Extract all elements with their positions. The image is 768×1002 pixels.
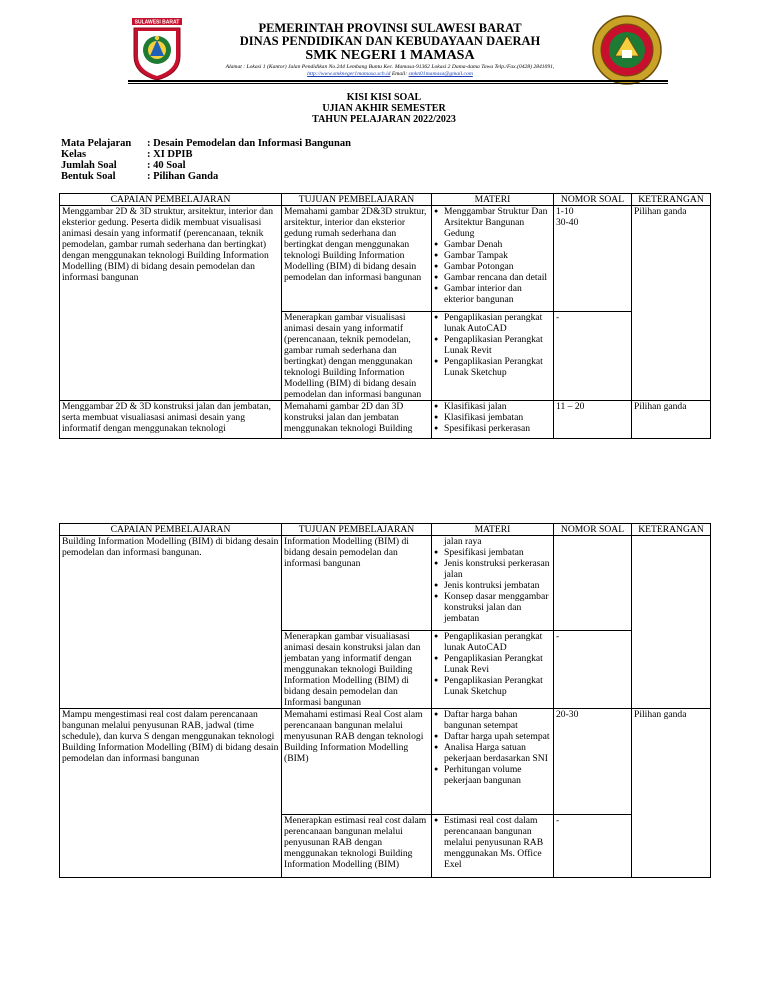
materi-cell [432, 709, 554, 815]
materi-item: ● Gambar interior dan ekterior bangunan [434, 283, 551, 305]
materi-item: ● Gambar Tampak [434, 250, 551, 261]
info-key: Bentuk Soal [61, 171, 116, 182]
info-value: : 40 Soal [147, 160, 186, 171]
letterhead-contact [190, 71, 590, 78]
letterhead-rule-thick [128, 80, 668, 82]
table-header-row [60, 194, 711, 206]
keterangan-cell: Pilihan ganda [632, 206, 711, 401]
keterangan-cell [632, 536, 711, 709]
materi-item: ● Gambar rencana dan detail [434, 272, 551, 283]
tujuan-cell: Memahami gambar 2D dan 3D konstruksi jalan dan jembatan menggunakan teknologi Building [282, 401, 432, 439]
letterhead-address: Alamat : Lokasi 1 (Kantor) Jalan Pendidikan No.244 Lembang Buntu Kec. Mamasa-91362 Lokasi 2 Dama-dama Tawa Telp./Fax.(0428) 2841091, [225, 64, 555, 70]
capaian-cell: Menggambar 2D & 3D konstruksi jalan dan jembatan, serta membuat visualiasasi animasi desain yang informatif dengan menggunakan teknologi [60, 401, 282, 439]
title-line-3: TAHUN PELAJARAN 2022/2023 [312, 114, 456, 125]
materi-item: ● Pengaplikasian perangkat lunak AutoCAD [434, 631, 551, 653]
tujuan-cell: Menerapkan gambar visualisasi animasi desain yang informatif (perencanaan, teknik pemodelan, gambar rumah sederhana dan bertingkat) dengan menggunakan teknologi Building Information Modelling (BIM) di bidang desain pemodelan dan informasi bangunan [282, 312, 432, 401]
materi-cell [432, 401, 554, 439]
materi-item: ● Pengaplikasian Perangkat Lunak Revi [434, 653, 551, 675]
province-logo [128, 16, 186, 82]
column-header: NOMOR SOAL [554, 524, 632, 536]
materi-item: ● Analisa Harga satuan pekerjaan berdasarkan SNI [434, 742, 551, 764]
column-header: KETERANGAN [632, 524, 711, 536]
materi-cell [432, 815, 554, 878]
table-header-row [60, 524, 711, 536]
grid-table-page-1 [59, 193, 711, 439]
materi-item: ● Pengaplikasian Perangkat Lunak Revit [434, 334, 551, 356]
letterhead-rule-thin [128, 83, 668, 84]
info-key: Jumlah Soal [61, 160, 117, 171]
info-value: : Desain Pemodelan dan Informasi Bangunan [147, 138, 351, 149]
capaian-cell: Mampu mengestimasi real cost dalam perencanaan bangunan melalui penyusunan RAB, jadwal (time schedule), dan kurva S dengan menggunakan teknologi Building Information Modelling (BIM) di bidang desain pemodelan dan informasi bangunan [60, 709, 282, 878]
capaian-cell: Building Information Modelling (BIM) di bidang desain pemodelan dan informasi bangunan. [60, 536, 282, 709]
letterhead-school-name: SMK NEGERI 1 MAMASA [305, 48, 475, 63]
materi-item: ● Estimasi real cost dalam perencanaan bangunan melalui penyusunan RAB menggunakan Ms. Office Exel [434, 815, 551, 870]
nomor-soal-cell: - [554, 815, 632, 878]
materi-item: ● Jenis kontruksi jembatan [434, 580, 551, 591]
exam-info [61, 138, 351, 182]
column-header: CAPAIAN PEMBELAJARAN [60, 194, 282, 206]
column-header: NOMOR SOAL [554, 194, 632, 206]
letterhead-line-department: DINAS PENDIDIKAN DAN KEBUDAYAAN DAERAH [239, 34, 541, 48]
info-key: Mata Pelajaran [61, 138, 132, 149]
materi-cell [432, 631, 554, 709]
materi-item: ● Gambar Denah [434, 239, 551, 250]
materi-item: ● Daftar harga bahan bangunan setempat [434, 709, 551, 731]
materi-cell [432, 536, 554, 631]
nomor-soal-cell: - [554, 312, 632, 401]
letterhead-line-province: PEMERINTAH PROVINSI SULAWESI BARAT [258, 21, 522, 35]
title-line-2: UJIAN AKHIR SEMESTER [322, 103, 446, 114]
capaian-cell: Menggambar 2D & 3D struktur, arsitektur, interior dan eksterior gedung. Peserta didik membuat visualisasi animasi desain yang informatif (perencanaan, teknik pemodelan, gambar rumah sederhana dan bertingkat) dengan menggunakan teknologi Building Information Modelling (BIM) di bidang desain pemodelan dan informasi bangunan [60, 206, 282, 401]
email-label: Email: [391, 71, 408, 77]
column-header: MATERI [432, 524, 554, 536]
tujuan-cell: Memahami estimasi Real Cost alam perencanaan bangunan melalui menyusunan RAB dengan teknologi Building Information Modelling (BIM) [282, 709, 432, 815]
materi-item: ● Gambar Potongan [434, 261, 551, 272]
materi-item: ● Spesifikasi perkerasan [434, 423, 551, 434]
tujuan-cell: Memahami gambar 2D&3D struktur, arsitektur, interior dan eksterior gedung rumah sederhana dan bertingkat dengan menggunakan teknologi Building Information Modelling (BIM) di bidang desain pemodelan dan informasi bangunan [282, 206, 432, 312]
nomor-soal-cell: 20-30 [554, 709, 632, 815]
table-row [60, 401, 711, 439]
info-value: : Pilihan Ganda [147, 171, 219, 182]
tujuan-cell: Menerapkan estimasi real cost dalam perencanaan bangunan melalui penyusunan RAB dengan menggunakan teknologi Building Information Modelling (BIM) [282, 815, 432, 878]
materi-item: ● Klasifikasi jalan [434, 401, 551, 412]
tujuan-cell: Information Modelling (BIM) di bidang desain pemodelan dan informasi bangunan [282, 536, 432, 631]
nomor-soal-cell: - [554, 631, 632, 709]
materi-cell [432, 312, 554, 401]
email-link[interactable]: smkn01mamasa@gmail.com [408, 71, 473, 77]
materi-cell [432, 206, 554, 312]
tujuan-cell: Menerapkan gambar visualiasasi animasi desain konstruksi jalan dan jembatan yang informatif dengan menggunakan teknologi Building Information Modelling (BIM) di bidang desain pemodelan dan Informasi bangunan [282, 631, 432, 709]
column-header: TUJUAN PEMBELAJARAN [282, 524, 432, 536]
nomor-soal-cell: 1-10 30-40 [554, 206, 632, 312]
materi-item: ● Spesifikasi jembatan [434, 547, 551, 558]
materi-item: ● Klasifikasi jembatan [434, 412, 551, 423]
column-header: KETERANGAN [632, 194, 711, 206]
materi-item: ● Pengaplikasian Perangkat Lunak Sketchup [434, 356, 551, 378]
table-row [60, 536, 711, 631]
column-header: MATERI [432, 194, 554, 206]
keterangan-cell: Pilihan ganda [632, 709, 711, 878]
materi-item: ● Daftar harga upah setempat [434, 731, 551, 742]
table-row [60, 206, 711, 312]
materi-item: ● Menggambar Struktur Dan Arsitektur Bangunan Gedung [434, 206, 551, 239]
materi-item: ● Jenis konstruksi perkerasan jalan [434, 558, 551, 580]
materi-item: ● Pengaplikasian perangkat lunak AutoCAD [434, 312, 551, 334]
column-header: TUJUAN PEMBELAJARAN [282, 194, 432, 206]
info-row [61, 160, 351, 171]
website-link[interactable]: http://www.smkneger1mamasa.sch.id [307, 71, 391, 77]
materi-continuation: jalan raya [444, 536, 482, 547]
nomor-soal-cell: 11 – 20 [554, 401, 632, 439]
info-value: : XI DPIB [147, 149, 193, 160]
info-row [61, 149, 351, 160]
keterangan-cell: Pilihan ganda [632, 401, 711, 439]
nomor-soal-cell [554, 536, 632, 631]
materi-item: ● Konsep dasar menggambar konstruksi jalan dan jembatan [434, 591, 551, 624]
materi-item: ● Perhitungan volume pekerjaan bangunan [434, 764, 551, 786]
column-header: CAPAIAN PEMBELAJARAN [60, 524, 282, 536]
grid-table-page-2 [59, 523, 711, 878]
info-key: Kelas [61, 149, 87, 160]
letterhead [190, 22, 590, 78]
info-row [61, 171, 351, 182]
svg-text:SULAWESI BARAT: SULAWESI BARAT [134, 19, 180, 26]
info-row [61, 138, 351, 149]
table-row [60, 709, 711, 815]
document-title [0, 92, 768, 125]
school-logo [591, 14, 663, 86]
materi-item: ● Pengaplikasian Perangkat Lunak Sketchup [434, 675, 551, 697]
title-line-1: KISI KISI SOAL [346, 92, 422, 103]
